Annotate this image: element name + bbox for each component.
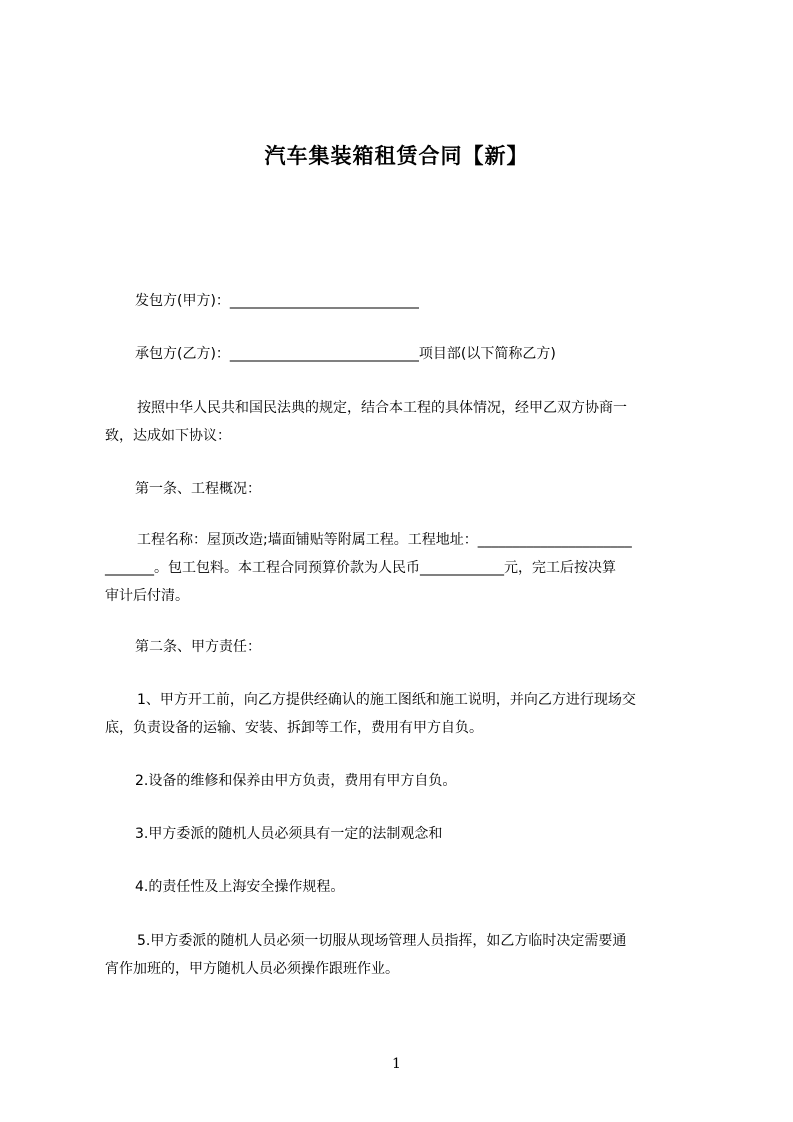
item3-paragraph (105, 820, 715, 848)
item2-line: 2.设备的维修和保养由甲方负责，费用有甲方自负。 (135, 773, 457, 789)
item5-line-2: 宵作加班的，甲方随机人员必须操作跟班作业。 (105, 961, 399, 977)
intro-line-1: 按照中华人民共和国民法典的规定，结合本工程的具体情况，经甲乙双方协商一 (137, 400, 627, 416)
article1-paragraph (105, 526, 715, 610)
item1-line-2: 底，负责设备的运输、安装、拆卸等工作，费用有甲方自负。 (105, 720, 483, 736)
intro-line-2: 致，达成如下协议： (105, 428, 231, 444)
article1-heading: 第一条、工程概况： (135, 481, 261, 497)
page-number: 1 (392, 1056, 401, 1072)
article1-line-2: _______。包工包料。本工程合同预算价款为人民币____________元，完工后按决算 (105, 560, 616, 576)
item4-paragraph (105, 873, 715, 901)
article1-line-1: 工程名称：屋顶改造;墙面铺贴等附属工程。工程地址：______________________ (137, 532, 632, 548)
article1-line-3: 审计后付清。 (105, 588, 189, 604)
item5-line-1: 5.甲方委派的随机人员必须一切服从现场管理人员指挥，如乙方临时决定需要通 (137, 933, 627, 949)
intro-paragraph (105, 394, 715, 450)
article2-heading: 第二条、甲方责任： (135, 639, 261, 655)
party-b-paragraph (105, 340, 715, 368)
item1-line-1: 1、甲方开工前，向乙方提供经确认的施工图纸和施工说明，并向乙方进行现场交 (137, 692, 636, 708)
item2-paragraph (105, 767, 715, 795)
document-title: 汽车集装箱租赁合同【新】 (264, 144, 529, 168)
article2-heading-paragraph (105, 633, 715, 661)
item3-line: 3.甲方委派的随机人员必须具有一定的法制观念和 (135, 826, 443, 842)
article1-heading-paragraph (105, 475, 715, 503)
party-b-line: 承包方(乙方)：___________________________项目部(以下简称乙方) (135, 346, 556, 362)
item1-paragraph (105, 686, 715, 742)
party-a-paragraph (105, 287, 715, 315)
item4-line: 4.的责任性及上海安全操作规程。 (135, 879, 345, 895)
party-a-line: 发包方(甲方)：___________________________ (135, 293, 419, 309)
item5-paragraph (105, 927, 715, 983)
